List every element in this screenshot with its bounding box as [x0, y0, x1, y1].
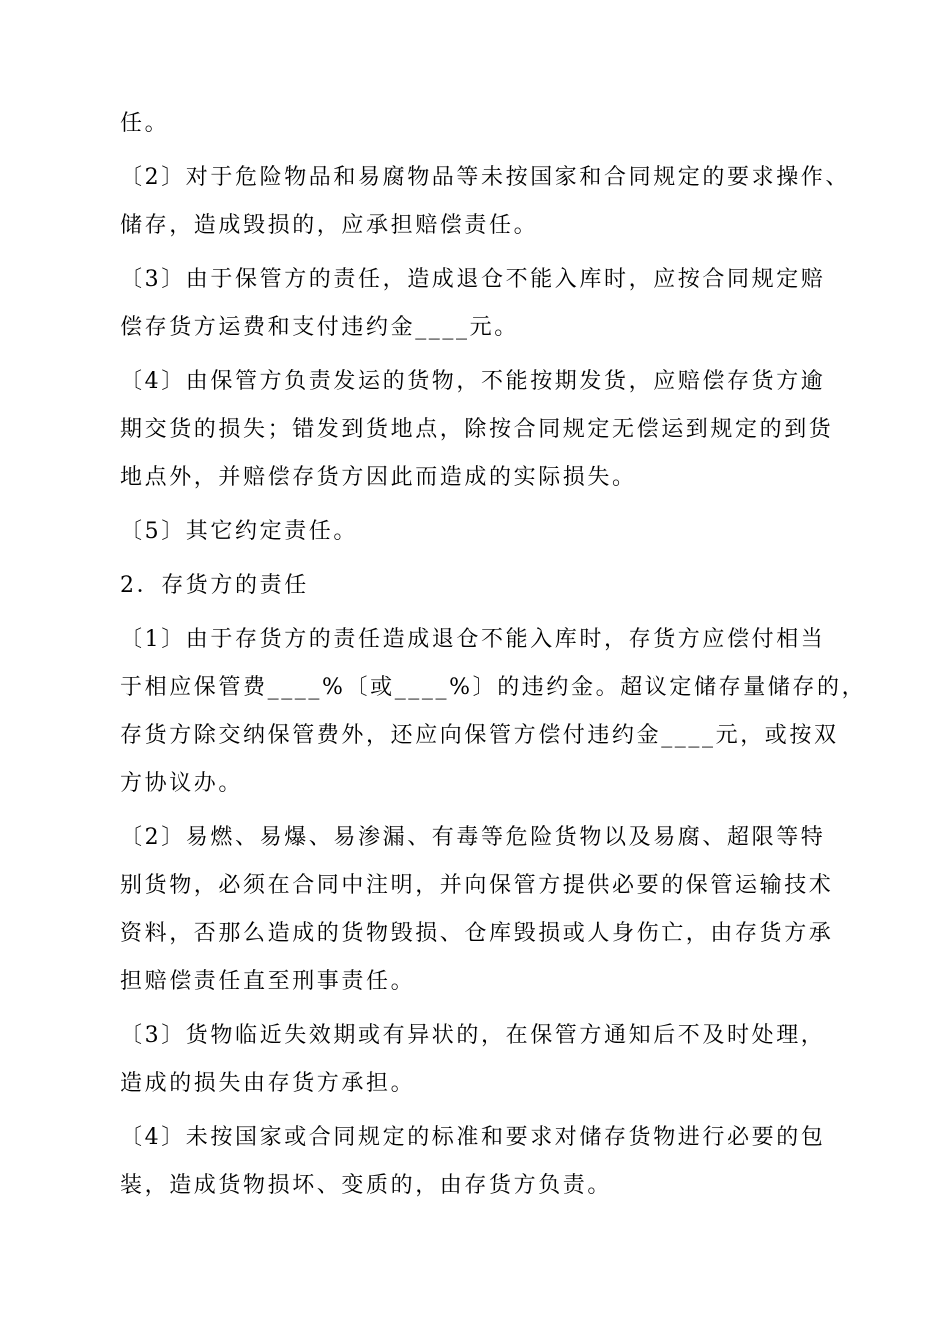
- text-line: 方协议办。: [120, 771, 244, 796]
- text-line: 〔4〕由保管方负责发运的货物，不能按期发货，应赔偿存货方逾: [120, 369, 826, 394]
- section-heading-2: [120, 562, 860, 610]
- text-line: 偿存货方运费和支付违约金____元。: [120, 315, 519, 340]
- text-line: 于相应保管费____%〔或____%〕的违约金。超议定储存量储存的，: [120, 675, 867, 700]
- text-line: 担赔偿责任直至刑事责任。: [120, 969, 416, 994]
- text-line: 资料，否那么造成的货物毁损、仓库毁损或人身伤亡，由存货方承: [120, 921, 834, 946]
- text-line: 造成的损失由存货方承担。: [120, 1071, 416, 1096]
- text-line: 〔2〕易燃、易爆、易渗漏、有毒等危险货物以及易腐、超限等特: [120, 825, 826, 850]
- text-line: 别货物，必须在合同中注明，并向保管方提供必要的保管运输技术: [120, 873, 834, 898]
- text-line: 〔4〕未按国家或合同规定的标准和要求对储存货物进行必要的包: [120, 1125, 826, 1150]
- text-line: 期交货的损失；错发到货地点，除按合同规定无偿运到规定的到货: [120, 417, 834, 442]
- text-line: 装，造成货物损坏、变质的，由存货方负责。: [120, 1173, 613, 1198]
- text-line: 〔1〕由于存货方的责任造成退仓不能入库时，存货方应偿付相当: [120, 627, 826, 652]
- paragraph-clause-1-2: [120, 154, 860, 250]
- paragraph-fragment: [120, 100, 860, 148]
- paragraph-clause-2-1: [120, 616, 867, 808]
- paragraph-clause-1-4: [120, 358, 860, 502]
- text-line: 〔3〕由于保管方的责任，造成退仓不能入库时，应按合同规定赔: [120, 267, 826, 292]
- text-line: 地点外，并赔偿存货方因此而造成的实际损失。: [120, 465, 637, 490]
- paragraph-clause-1-5: [120, 508, 860, 556]
- text-line: 〔5〕其它约定责任。: [120, 519, 358, 544]
- text-line: 〔3〕货物临近失效期或有异状的，在保管方通知后不及时处理，: [120, 1023, 826, 1048]
- text-line: 存货方除交纳保管费外，还应向保管方偿付违约金____元，或按双: [120, 723, 839, 748]
- paragraph-clause-2-4: [120, 1114, 860, 1210]
- text-line: 任。: [120, 111, 170, 136]
- section-heading: 2．存货方的责任: [120, 573, 309, 598]
- paragraph-clause-2-3: [120, 1012, 860, 1108]
- text-line: 储存，造成毁损的，应承担赔偿责任。: [120, 213, 539, 238]
- document-page: [120, 100, 867, 1216]
- text-line: 〔2〕对于危险物品和易腐物品等未按国家和合同规定的要求操作、: [120, 165, 850, 190]
- paragraph-clause-1-3: [120, 256, 860, 352]
- paragraph-clause-2-2: [120, 814, 860, 1006]
